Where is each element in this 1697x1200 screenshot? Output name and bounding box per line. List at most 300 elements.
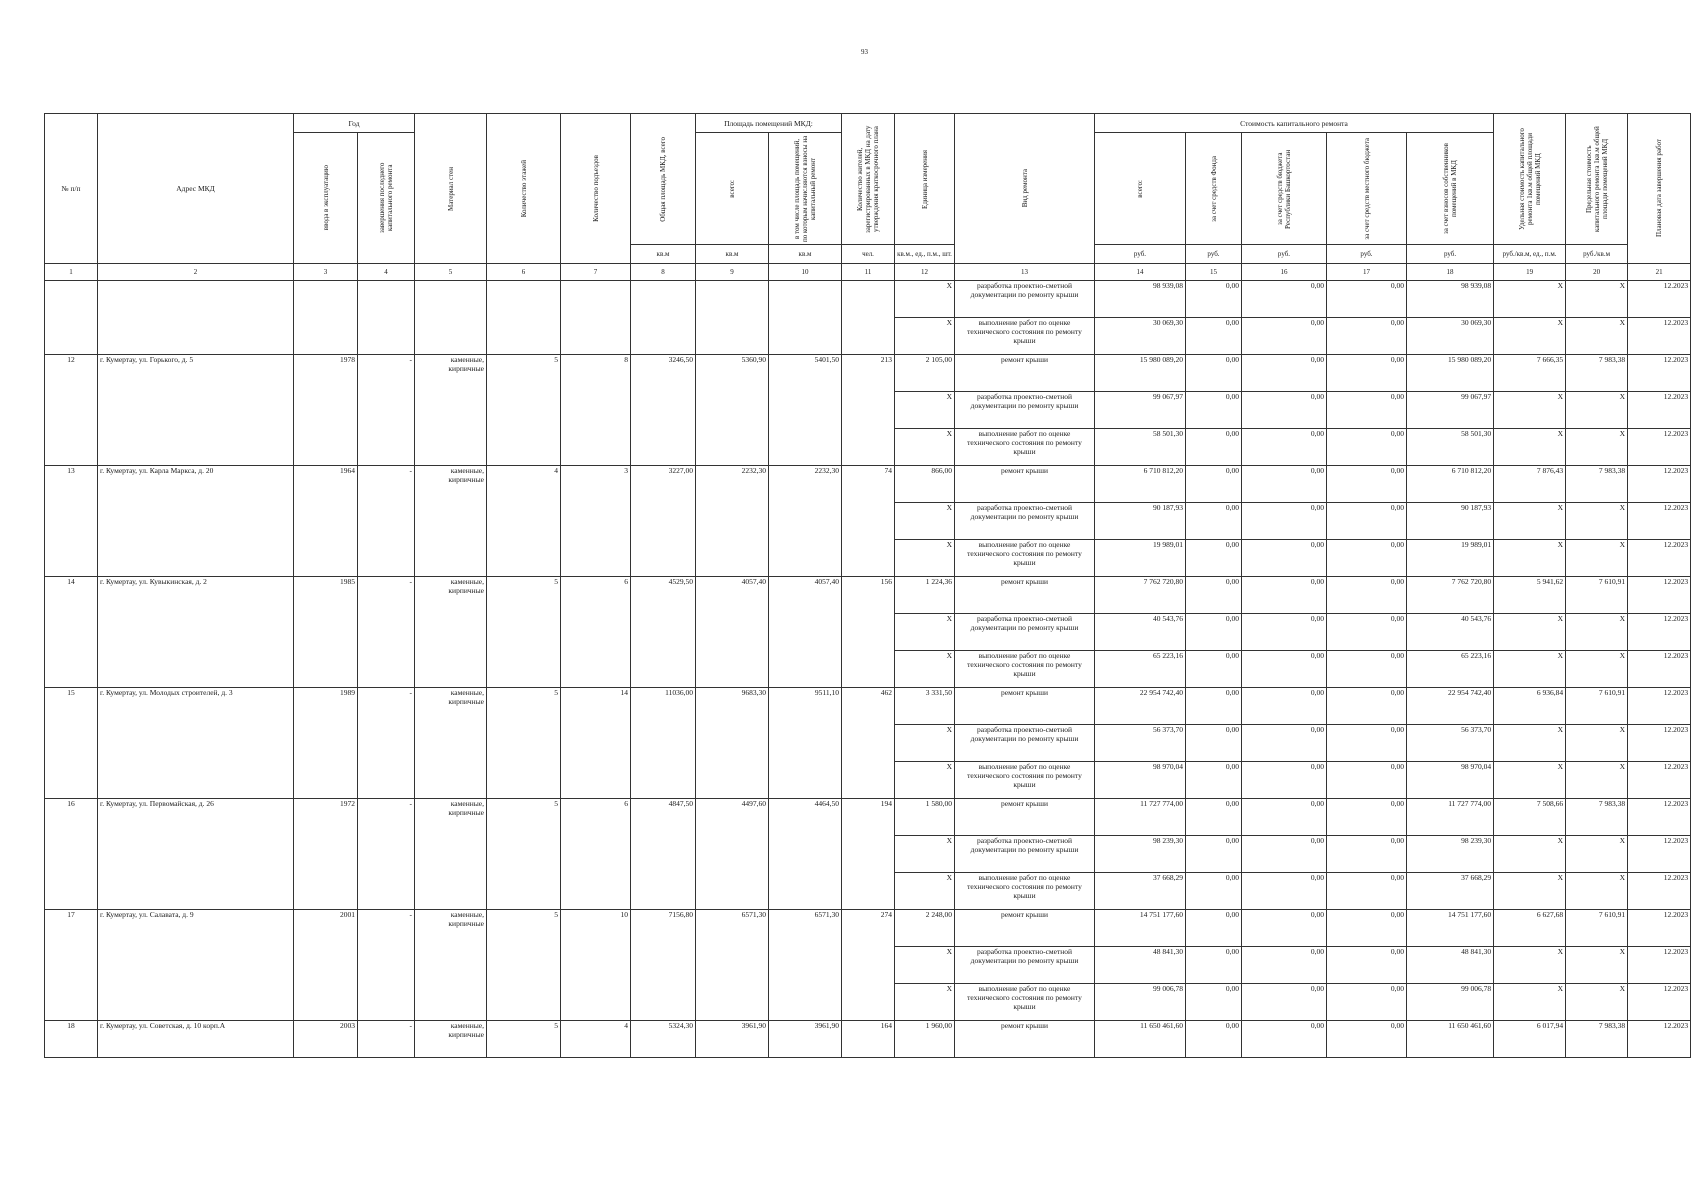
max-cost: 7 983,38 bbox=[1566, 466, 1628, 503]
repair-type: разработка проектно-сметной документации по ремонту крыши bbox=[955, 836, 1095, 873]
cost-total: 65 223,16 bbox=[1095, 651, 1186, 688]
residents-count: 156 bbox=[842, 577, 895, 688]
cost-total: 58 501,30 bbox=[1095, 429, 1186, 466]
year-last-repair: - bbox=[358, 799, 415, 910]
x-mark: X bbox=[1566, 947, 1628, 984]
capital-repair-table bbox=[44, 113, 1691, 1058]
col-year-commission-header: ввода в эксплуатацию bbox=[294, 133, 358, 264]
work-volume: 3 331,50 bbox=[895, 688, 955, 725]
cost-total: 14 751 177,60 bbox=[1095, 910, 1186, 947]
repair-type: выполнение работ по оценке технического состояния по ремонту крыши bbox=[955, 873, 1095, 910]
cost-fund: 0,00 bbox=[1186, 392, 1242, 429]
completion-date: 12.2023 bbox=[1628, 984, 1691, 1021]
x-mark: X bbox=[1566, 540, 1628, 577]
cost-total: 48 841,30 bbox=[1095, 947, 1186, 984]
cost-fund: 0,00 bbox=[1186, 910, 1242, 947]
x-mark: X bbox=[1494, 762, 1566, 799]
cost-fund: 0,00 bbox=[1186, 836, 1242, 873]
col-material-header: Материал стен bbox=[415, 114, 487, 264]
cost-local: 0,00 bbox=[1327, 429, 1407, 466]
completion-date: 12.2023 bbox=[1628, 762, 1691, 799]
col-cost-fund-header: за счет средств Фонда bbox=[1186, 133, 1242, 245]
x-mark: X bbox=[895, 318, 955, 355]
empty-cell bbox=[487, 281, 561, 355]
cost-local: 0,00 bbox=[1327, 984, 1407, 1021]
cost-local: 0,00 bbox=[1327, 614, 1407, 651]
x-mark: X bbox=[1566, 614, 1628, 651]
premises-area-part: 9511,10 bbox=[769, 688, 842, 799]
x-mark: X bbox=[1566, 651, 1628, 688]
cost-owners: 30 069,30 bbox=[1407, 318, 1494, 355]
cost-total: 7 762 720,80 bbox=[1095, 577, 1186, 614]
x-mark: X bbox=[1566, 429, 1628, 466]
year-last-repair: - bbox=[358, 1021, 415, 1058]
cost-local: 0,00 bbox=[1327, 725, 1407, 762]
repair-type: выполнение работ по оценке технического состояния по ремонту крыши bbox=[955, 318, 1095, 355]
premises-area: 5360,90 bbox=[696, 355, 769, 466]
x-mark: X bbox=[1494, 947, 1566, 984]
cost-local: 0,00 bbox=[1327, 947, 1407, 984]
year-last-repair: - bbox=[358, 355, 415, 466]
column-number: 20 bbox=[1566, 264, 1628, 281]
premises-area: 4497,60 bbox=[696, 799, 769, 910]
residents-count: 194 bbox=[842, 799, 895, 910]
repair-type: ремонт крыши bbox=[955, 577, 1095, 614]
wall-material: каменные, кирпичные bbox=[415, 355, 487, 466]
cost-fund: 0,00 bbox=[1186, 429, 1242, 466]
cost-fund: 0,00 bbox=[1186, 762, 1242, 799]
total-area: 3227,00 bbox=[631, 466, 696, 577]
x-mark: X bbox=[895, 614, 955, 651]
col-premises-total-header: всего: bbox=[696, 133, 769, 245]
x-mark: X bbox=[1494, 614, 1566, 651]
unit-cost: 6 017,94 bbox=[1494, 1021, 1566, 1058]
column-number: 14 bbox=[1095, 264, 1186, 281]
total-area: 11036,00 bbox=[631, 688, 696, 799]
x-mark: X bbox=[895, 281, 955, 318]
empty-cell bbox=[561, 281, 631, 355]
work-volume: 1 960,00 bbox=[895, 1021, 955, 1058]
col-cost-all-header: всего: bbox=[1095, 133, 1186, 245]
completion-date: 12.2023 bbox=[1628, 614, 1691, 651]
cost-owners: 14 751 177,60 bbox=[1407, 910, 1494, 947]
table-row bbox=[45, 355, 1691, 392]
cost-local: 0,00 bbox=[1327, 281, 1407, 318]
unit-cell: руб. bbox=[1407, 245, 1494, 264]
x-mark: X bbox=[895, 947, 955, 984]
x-mark: X bbox=[1566, 281, 1628, 318]
empty-cell bbox=[415, 281, 487, 355]
repair-type: разработка проектно-сметной документации по ремонту крыши bbox=[955, 281, 1095, 318]
building-address: г. Кумертау, ул. Советская, д. 10 корп.А bbox=[98, 1021, 294, 1058]
row-number: 13 bbox=[45, 466, 98, 577]
row-number: 16 bbox=[45, 799, 98, 910]
repair-type: разработка проектно-сметной документации по ремонту крыши bbox=[955, 614, 1095, 651]
cost-republic: 0,00 bbox=[1242, 577, 1327, 614]
repair-type: ремонт крыши bbox=[955, 799, 1095, 836]
total-area: 4529,50 bbox=[631, 577, 696, 688]
cost-owners: 56 373,70 bbox=[1407, 725, 1494, 762]
column-number: 12 bbox=[895, 264, 955, 281]
x-mark: X bbox=[1566, 873, 1628, 910]
x-mark: X bbox=[895, 762, 955, 799]
table-row bbox=[45, 799, 1691, 836]
column-number: 7 bbox=[561, 264, 631, 281]
max-cost: 7 610,91 bbox=[1566, 577, 1628, 614]
cost-owners: 19 989,01 bbox=[1407, 540, 1494, 577]
repair-type: ремонт крыши bbox=[955, 1021, 1095, 1058]
cost-fund: 0,00 bbox=[1186, 355, 1242, 392]
premises-area: 4057,40 bbox=[696, 577, 769, 688]
cost-local: 0,00 bbox=[1327, 577, 1407, 614]
row-number: 12 bbox=[45, 355, 98, 466]
floors-count: 5 bbox=[487, 1021, 561, 1058]
cost-owners: 90 187,93 bbox=[1407, 503, 1494, 540]
x-mark: X bbox=[1494, 392, 1566, 429]
cost-fund: 0,00 bbox=[1186, 725, 1242, 762]
column-number: 15 bbox=[1186, 264, 1242, 281]
unit-cell: кв.м., ед., п.м., шт. bbox=[895, 245, 955, 264]
cost-fund: 0,00 bbox=[1186, 318, 1242, 355]
x-mark: X bbox=[1566, 318, 1628, 355]
cost-total: 6 710 812,20 bbox=[1095, 466, 1186, 503]
x-mark: X bbox=[895, 725, 955, 762]
page-number: 93 bbox=[861, 48, 868, 56]
column-number: 16 bbox=[1242, 264, 1327, 281]
cost-local: 0,00 bbox=[1327, 836, 1407, 873]
x-mark: X bbox=[1494, 429, 1566, 466]
row-number: 15 bbox=[45, 688, 98, 799]
col-unit-cost-header: Удельная стоимость капитального ремонта 1кв.м общей площади помещений МКД bbox=[1494, 114, 1566, 245]
year-commissioned: 1972 bbox=[294, 799, 358, 910]
cost-fund: 0,00 bbox=[1186, 614, 1242, 651]
col-units-header: Единица измерения bbox=[895, 114, 955, 245]
cost-owners: 6 710 812,20 bbox=[1407, 466, 1494, 503]
completion-date: 12.2023 bbox=[1628, 429, 1691, 466]
cost-local: 0,00 bbox=[1327, 503, 1407, 540]
x-mark: X bbox=[1494, 873, 1566, 910]
empty-cell bbox=[98, 281, 294, 355]
cost-total: 40 543,76 bbox=[1095, 614, 1186, 651]
year-commissioned: 1989 bbox=[294, 688, 358, 799]
cost-local: 0,00 bbox=[1327, 1021, 1407, 1058]
unit-cell: кв.м bbox=[631, 245, 696, 264]
column-number: 13 bbox=[955, 264, 1095, 281]
table-row bbox=[45, 577, 1691, 614]
cost-republic: 0,00 bbox=[1242, 614, 1327, 651]
cost-total: 15 980 089,20 bbox=[1095, 355, 1186, 392]
completion-date: 12.2023 bbox=[1628, 466, 1691, 503]
year-commissioned: 2003 bbox=[294, 1021, 358, 1058]
cost-local: 0,00 bbox=[1327, 392, 1407, 429]
entrances-count: 3 bbox=[561, 466, 631, 577]
unit-cell: руб. bbox=[1095, 245, 1186, 264]
header-row-1 bbox=[45, 114, 1691, 133]
wall-material: каменные, кирпичные bbox=[415, 577, 487, 688]
max-cost: 7 610,91 bbox=[1566, 688, 1628, 725]
x-mark: X bbox=[1566, 984, 1628, 1021]
cost-total: 99 067,97 bbox=[1095, 392, 1186, 429]
x-mark: X bbox=[895, 836, 955, 873]
cost-owners: 58 501,30 bbox=[1407, 429, 1494, 466]
x-mark: X bbox=[895, 984, 955, 1021]
cost-total: 99 006,78 bbox=[1095, 984, 1186, 1021]
cost-owners: 40 543,76 bbox=[1407, 614, 1494, 651]
cost-republic: 0,00 bbox=[1242, 799, 1327, 836]
cost-total: 98 239,30 bbox=[1095, 836, 1186, 873]
col-cost-local-header: за счет средств местного бюджета bbox=[1327, 133, 1407, 245]
repair-type: ремонт крыши bbox=[955, 355, 1095, 392]
unit-cell: чел. bbox=[842, 245, 895, 264]
cost-total: 98 939,08 bbox=[1095, 281, 1186, 318]
col-deadline-header: Плановая дата завершения работ bbox=[1628, 114, 1691, 264]
col-cost-header: Стоимость капитального ремонта bbox=[1095, 114, 1494, 133]
premises-area-part: 5401,50 bbox=[769, 355, 842, 466]
completion-date: 12.2023 bbox=[1628, 355, 1691, 392]
unit-cost: 7 508,66 bbox=[1494, 799, 1566, 836]
cost-republic: 0,00 bbox=[1242, 910, 1327, 947]
max-cost: 7 983,38 bbox=[1566, 355, 1628, 392]
x-mark: X bbox=[895, 651, 955, 688]
building-address: г. Кумертау, ул. Кувыкинская, д. 2 bbox=[98, 577, 294, 688]
wall-material: каменные, кирпичные bbox=[415, 910, 487, 1021]
table-row bbox=[45, 1021, 1691, 1058]
row-number: 17 bbox=[45, 910, 98, 1021]
x-mark: X bbox=[1566, 836, 1628, 873]
unit-cell: кв.м bbox=[769, 245, 842, 264]
premises-area-part: 3961,90 bbox=[769, 1021, 842, 1058]
x-mark: X bbox=[1566, 725, 1628, 762]
total-area: 5324,30 bbox=[631, 1021, 696, 1058]
x-mark: X bbox=[1566, 762, 1628, 799]
completion-date: 12.2023 bbox=[1628, 1021, 1691, 1058]
cost-fund: 0,00 bbox=[1186, 651, 1242, 688]
col-max-cost-header: Предельная стоимость капитального ремонта 1кв.м общей площади помещений МКД bbox=[1566, 114, 1628, 245]
cost-fund: 0,00 bbox=[1186, 281, 1242, 318]
col-address-header: Адрес МКД bbox=[98, 114, 294, 264]
total-area: 7156,80 bbox=[631, 910, 696, 1021]
premises-area-part: 2232,30 bbox=[769, 466, 842, 577]
col-repair-type-header: Вид ремонта bbox=[955, 114, 1095, 264]
cost-local: 0,00 bbox=[1327, 355, 1407, 392]
cost-total: 11 650 461,60 bbox=[1095, 1021, 1186, 1058]
building-address: г. Кумертау, ул. Молодых строителей, д. 3 bbox=[98, 688, 294, 799]
premises-area: 2232,30 bbox=[696, 466, 769, 577]
wall-material: каменные, кирпичные bbox=[415, 1021, 487, 1058]
cost-republic: 0,00 bbox=[1242, 873, 1327, 910]
col-entrances-header: Количество подъездов bbox=[561, 114, 631, 264]
cost-fund: 0,00 bbox=[1186, 984, 1242, 1021]
cost-republic: 0,00 bbox=[1242, 836, 1327, 873]
unit-cell: руб./кв.м, ед., п.м. bbox=[1494, 245, 1566, 264]
repair-type: выполнение работ по оценке технического состояния по ремонту крыши bbox=[955, 540, 1095, 577]
cost-total: 22 954 742,40 bbox=[1095, 688, 1186, 725]
cost-fund: 0,00 bbox=[1186, 466, 1242, 503]
work-volume: 866,00 bbox=[895, 466, 955, 503]
cost-republic: 0,00 bbox=[1242, 503, 1327, 540]
cost-total: 30 069,30 bbox=[1095, 318, 1186, 355]
cost-fund: 0,00 bbox=[1186, 799, 1242, 836]
column-number: 3 bbox=[294, 264, 358, 281]
row-number: 18 bbox=[45, 1021, 98, 1058]
cost-republic: 0,00 bbox=[1242, 318, 1327, 355]
x-mark: X bbox=[1494, 651, 1566, 688]
cost-local: 0,00 bbox=[1327, 318, 1407, 355]
residents-count: 274 bbox=[842, 910, 895, 1021]
x-mark: X bbox=[1494, 503, 1566, 540]
cost-owners: 11 650 461,60 bbox=[1407, 1021, 1494, 1058]
row-number: 14 bbox=[45, 577, 98, 688]
column-number: 5 bbox=[415, 264, 487, 281]
col-premises-part-header: в том числе площадь помещений, по которым начисляются взносы на капитальный ремонт bbox=[769, 133, 842, 245]
cost-owners: 11 727 774,00 bbox=[1407, 799, 1494, 836]
empty-cell bbox=[842, 281, 895, 355]
col-total-area-header: Общая площадь МКД, всего bbox=[631, 114, 696, 245]
year-last-repair: - bbox=[358, 910, 415, 1021]
table-row bbox=[45, 466, 1691, 503]
entrances-count: 4 bbox=[561, 1021, 631, 1058]
residents-count: 164 bbox=[842, 1021, 895, 1058]
residents-count: 213 bbox=[842, 355, 895, 466]
building-address: г. Кумертау, ул. Карла Маркса, д. 20 bbox=[98, 466, 294, 577]
col-premises-header: Площадь помещений МКД: bbox=[696, 114, 842, 133]
completion-date: 12.2023 bbox=[1628, 910, 1691, 947]
col-residents-header: Количество жителей, зарегистрированных в МКД на дату утверждения краткосрочного плана bbox=[842, 114, 895, 245]
column-number: 2 bbox=[98, 264, 294, 281]
table-row bbox=[45, 910, 1691, 947]
completion-date: 12.2023 bbox=[1628, 688, 1691, 725]
cost-republic: 0,00 bbox=[1242, 281, 1327, 318]
cost-republic: 0,00 bbox=[1242, 466, 1327, 503]
unit-cost: 6 627,68 bbox=[1494, 910, 1566, 947]
wall-material: каменные, кирпичные bbox=[415, 466, 487, 577]
floors-count: 5 bbox=[487, 688, 561, 799]
floors-count: 4 bbox=[487, 466, 561, 577]
entrances-count: 10 bbox=[561, 910, 631, 1021]
column-number: 8 bbox=[631, 264, 696, 281]
cost-republic: 0,00 bbox=[1242, 392, 1327, 429]
cost-owners: 15 980 089,20 bbox=[1407, 355, 1494, 392]
building-address: г. Кумертау, ул. Салавата, д. 9 bbox=[98, 910, 294, 1021]
empty-cell bbox=[631, 281, 696, 355]
residents-count: 462 bbox=[842, 688, 895, 799]
column-number: 6 bbox=[487, 264, 561, 281]
cost-republic: 0,00 bbox=[1242, 540, 1327, 577]
column-numbers-row bbox=[45, 264, 1691, 281]
column-number: 9 bbox=[696, 264, 769, 281]
repair-type: разработка проектно-сметной документации по ремонту крыши bbox=[955, 725, 1095, 762]
x-mark: X bbox=[1494, 984, 1566, 1021]
completion-date: 12.2023 bbox=[1628, 836, 1691, 873]
column-number: 18 bbox=[1407, 264, 1494, 281]
empty-cell bbox=[294, 281, 358, 355]
cost-fund: 0,00 bbox=[1186, 540, 1242, 577]
cost-owners: 98 970,04 bbox=[1407, 762, 1494, 799]
unit-cell: руб. bbox=[1327, 245, 1407, 264]
empty-cell bbox=[696, 281, 769, 355]
cost-fund: 0,00 bbox=[1186, 577, 1242, 614]
unit-cost: 6 936,84 bbox=[1494, 688, 1566, 725]
column-number: 4 bbox=[358, 264, 415, 281]
cost-republic: 0,00 bbox=[1242, 984, 1327, 1021]
repair-type: разработка проектно-сметной документации по ремонту крыши bbox=[955, 392, 1095, 429]
col-floors-header: Количество этажей bbox=[487, 114, 561, 264]
cost-fund: 0,00 bbox=[1186, 873, 1242, 910]
cost-total: 98 970,04 bbox=[1095, 762, 1186, 799]
cost-republic: 0,00 bbox=[1242, 355, 1327, 392]
floors-count: 5 bbox=[487, 577, 561, 688]
entrances-count: 6 bbox=[561, 799, 631, 910]
repair-type: разработка проектно-сметной документации по ремонту крыши bbox=[955, 947, 1095, 984]
cost-local: 0,00 bbox=[1327, 688, 1407, 725]
premises-area: 9683,30 bbox=[696, 688, 769, 799]
cost-fund: 0,00 bbox=[1186, 503, 1242, 540]
residents-count: 74 bbox=[842, 466, 895, 577]
unit-cost: 7 666,35 bbox=[1494, 355, 1566, 392]
completion-date: 12.2023 bbox=[1628, 799, 1691, 836]
completion-date: 12.2023 bbox=[1628, 651, 1691, 688]
cost-total: 56 373,70 bbox=[1095, 725, 1186, 762]
unit-cell: кв.м bbox=[696, 245, 769, 264]
cost-owners: 7 762 720,80 bbox=[1407, 577, 1494, 614]
entrances-count: 14 bbox=[561, 688, 631, 799]
x-mark: X bbox=[895, 503, 955, 540]
column-number: 21 bbox=[1628, 264, 1691, 281]
work-volume: 2 105,00 bbox=[895, 355, 955, 392]
cost-fund: 0,00 bbox=[1186, 688, 1242, 725]
x-mark: X bbox=[1566, 392, 1628, 429]
x-mark: X bbox=[895, 540, 955, 577]
cost-republic: 0,00 bbox=[1242, 688, 1327, 725]
column-number: 1 bbox=[45, 264, 98, 281]
max-cost: 7 983,38 bbox=[1566, 799, 1628, 836]
completion-date: 12.2023 bbox=[1628, 947, 1691, 984]
unit-cost: 7 876,43 bbox=[1494, 466, 1566, 503]
max-cost: 7 983,38 bbox=[1566, 1021, 1628, 1058]
floors-count: 5 bbox=[487, 355, 561, 466]
floors-count: 5 bbox=[487, 799, 561, 910]
premises-area: 6571,30 bbox=[696, 910, 769, 1021]
x-mark: X bbox=[1566, 503, 1628, 540]
cost-owners: 99 006,78 bbox=[1407, 984, 1494, 1021]
cost-local: 0,00 bbox=[1327, 910, 1407, 947]
col-year-last-repair-header: завершения последнего капитального ремонта bbox=[358, 133, 415, 264]
cost-owners: 37 668,29 bbox=[1407, 873, 1494, 910]
repair-type: ремонт крыши bbox=[955, 688, 1095, 725]
completion-date: 12.2023 bbox=[1628, 281, 1691, 318]
col-cost-owners-header: за счет взносов собственников помещений в МКД bbox=[1407, 133, 1494, 245]
cost-owners: 98 939,08 bbox=[1407, 281, 1494, 318]
premises-area-part: 4057,40 bbox=[769, 577, 842, 688]
cost-republic: 0,00 bbox=[1242, 429, 1327, 466]
cost-fund: 0,00 bbox=[1186, 947, 1242, 984]
premises-area: 3961,90 bbox=[696, 1021, 769, 1058]
table-row bbox=[45, 281, 1691, 318]
x-mark: X bbox=[1494, 281, 1566, 318]
completion-date: 12.2023 bbox=[1628, 540, 1691, 577]
x-mark: X bbox=[1494, 725, 1566, 762]
year-last-repair: - bbox=[358, 688, 415, 799]
work-volume: 1 580,00 bbox=[895, 799, 955, 836]
cost-owners: 48 841,30 bbox=[1407, 947, 1494, 984]
cost-republic: 0,00 bbox=[1242, 1021, 1327, 1058]
column-number: 19 bbox=[1494, 264, 1566, 281]
unit-cell: руб./кв.м bbox=[1566, 245, 1628, 264]
cost-local: 0,00 bbox=[1327, 540, 1407, 577]
unit-cost: 5 941,62 bbox=[1494, 577, 1566, 614]
cost-owners: 22 954 742,40 bbox=[1407, 688, 1494, 725]
column-number: 17 bbox=[1327, 264, 1407, 281]
